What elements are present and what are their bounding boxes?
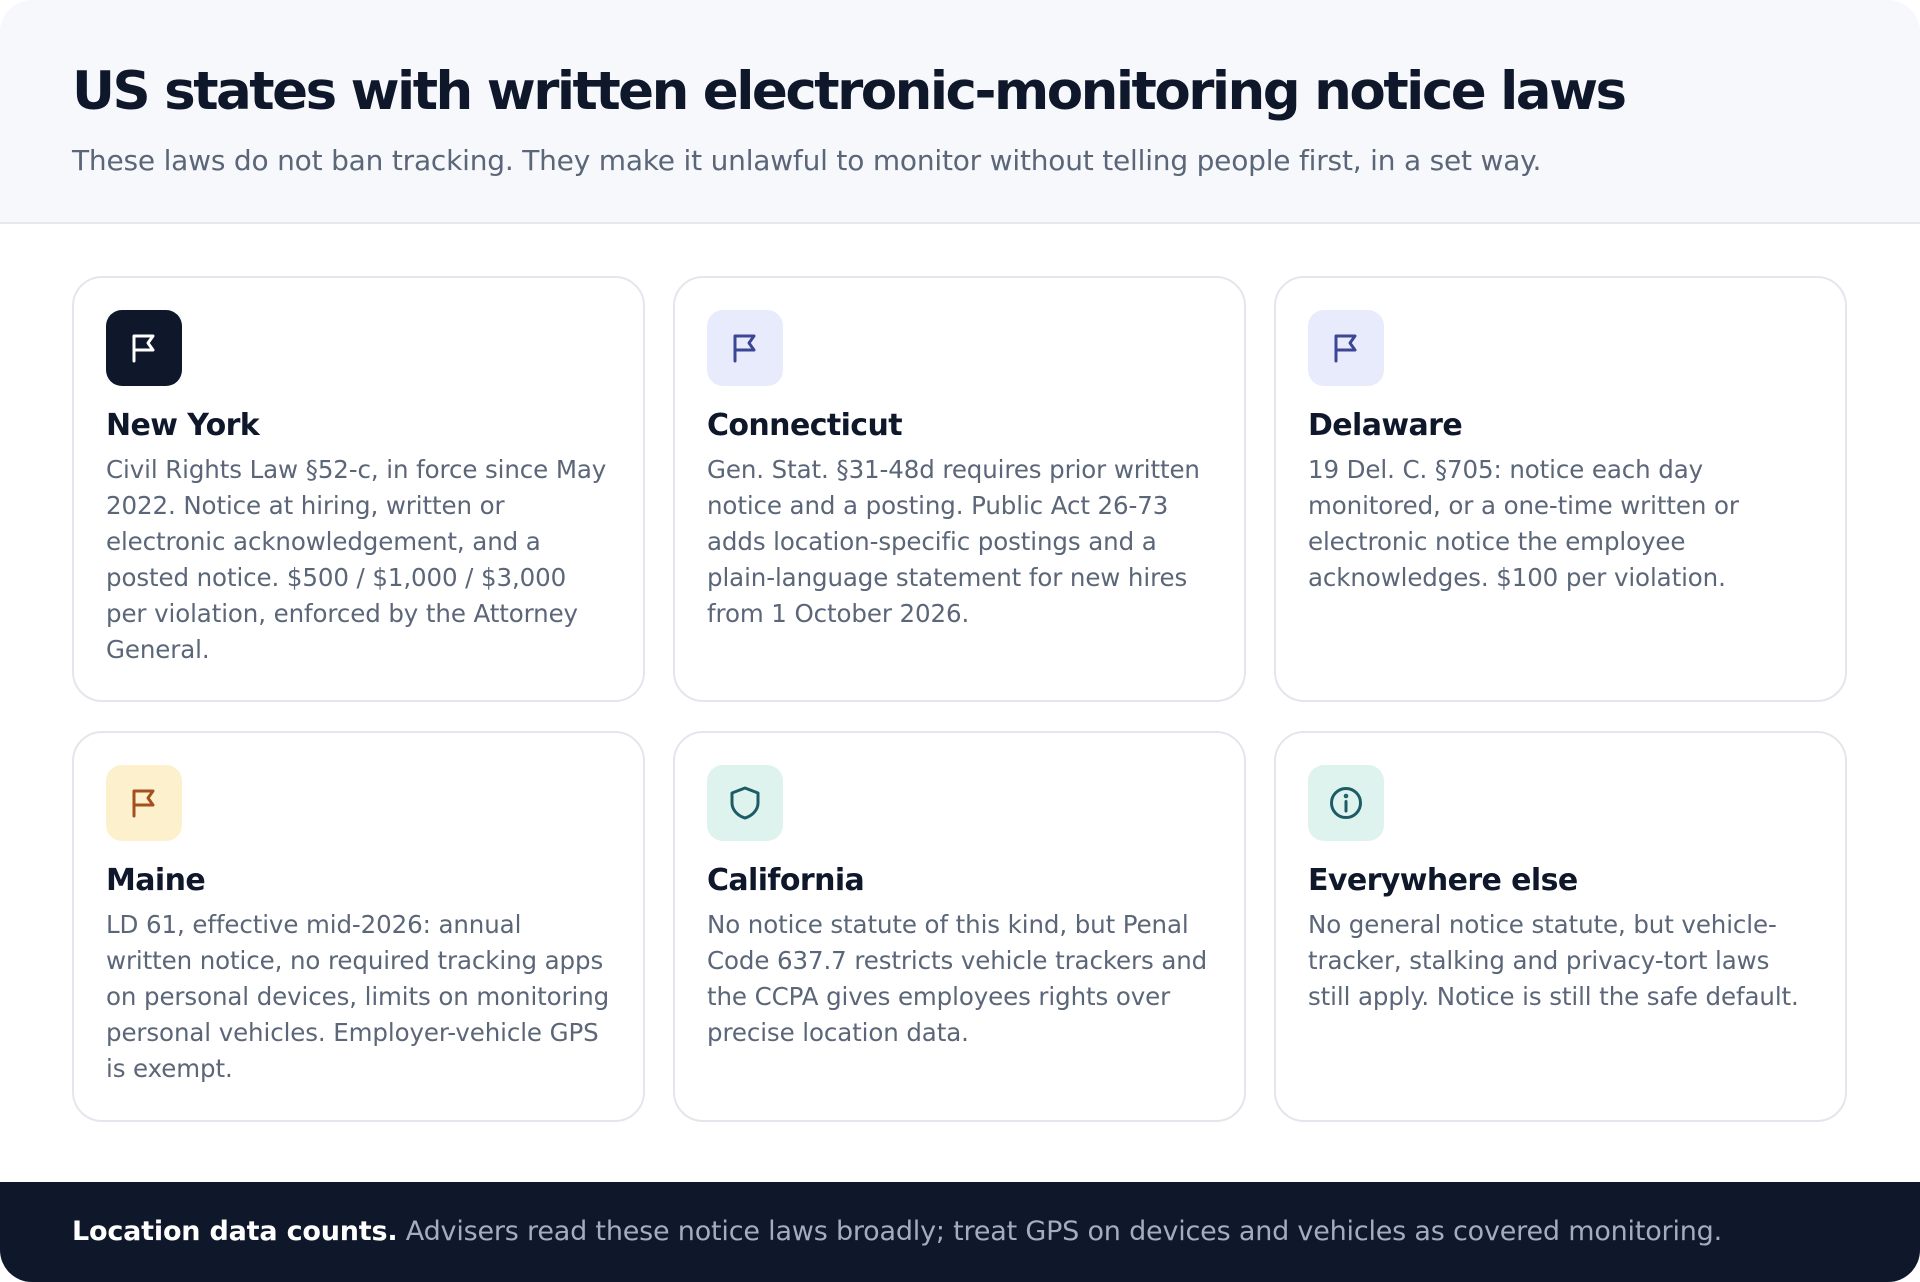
icon-badge [106,310,182,386]
shield-icon [728,785,762,821]
footer-message: Advisers read these notice laws broadly; treat GPS on devices and vehicles as covered monitoring. [397,1216,1722,1247]
info-icon [1328,785,1364,821]
state-card-title: New York [106,408,260,443]
icon-badge [1308,310,1384,386]
flag-icon [730,332,760,364]
state-card [673,276,1246,702]
icon-badge [707,765,783,841]
footer-emphasis: Location data counts. [72,1216,398,1247]
state-cards-grid [72,276,1848,1122]
state-card-title: Connecticut [707,408,902,443]
flag-icon [129,332,159,364]
header [0,0,1920,224]
flag-icon [1331,332,1361,364]
state-card [1274,276,1847,702]
state-card-title: Everywhere else [1308,863,1578,898]
state-card [673,731,1246,1122]
page-subtitle: These laws do not ban tracking. They make it unlawful to monitor without telling people first, in a set way. [72,144,1542,177]
page-title: US states with written electronic-monitoring notice laws [72,61,1625,122]
state-card-body: Gen. Stat. §31-48d requires prior written notice and a posting. Public Act 26-73 adds location-specific postings and a plain-language statement for new hires from 1 October 2026. [707,455,1200,628]
state-card [72,731,645,1122]
state-card-body: Civil Rights Law §52-c, in force since May 2022. Notice at hiring, written or electronic acknowledgement, and a posted notice. $500 / $1,000 / $3,000 per violation, enforced by the Attorney General. [106,455,607,664]
flag-icon [129,787,159,819]
state-card-body: No general notice statute, but vehicle-tracker, stalking and privacy-tort laws still apply. Notice is still the safe default. [1308,910,1799,1011]
state-card-title: Maine [106,863,206,898]
state-card-body: No notice statute of this kind, but Penal Code 637.7 restricts vehicle trackers and the CCPA gives employees rights over precise location data. [707,910,1208,1047]
icon-badge [1308,765,1384,841]
icon-badge [106,765,182,841]
state-card-body: LD 61, effective mid-2026: annual written notice, no required tracking apps on personal devices, limits on monitoring personal vehicles. Employer-vehicle GPS is exempt. [106,910,610,1083]
icon-badge [707,310,783,386]
state-card-title: Delaware [1308,408,1463,443]
state-card-title: California [707,863,865,898]
state-card [1274,731,1847,1122]
state-card-body: 19 Del. C. §705: notice each day monitored, or a one-time written or electronic notice the employee acknowledges. $100 per violation. [1308,455,1739,592]
footer-callout [0,1182,1920,1282]
state-card [72,276,645,702]
footer-text [72,1214,1722,1250]
